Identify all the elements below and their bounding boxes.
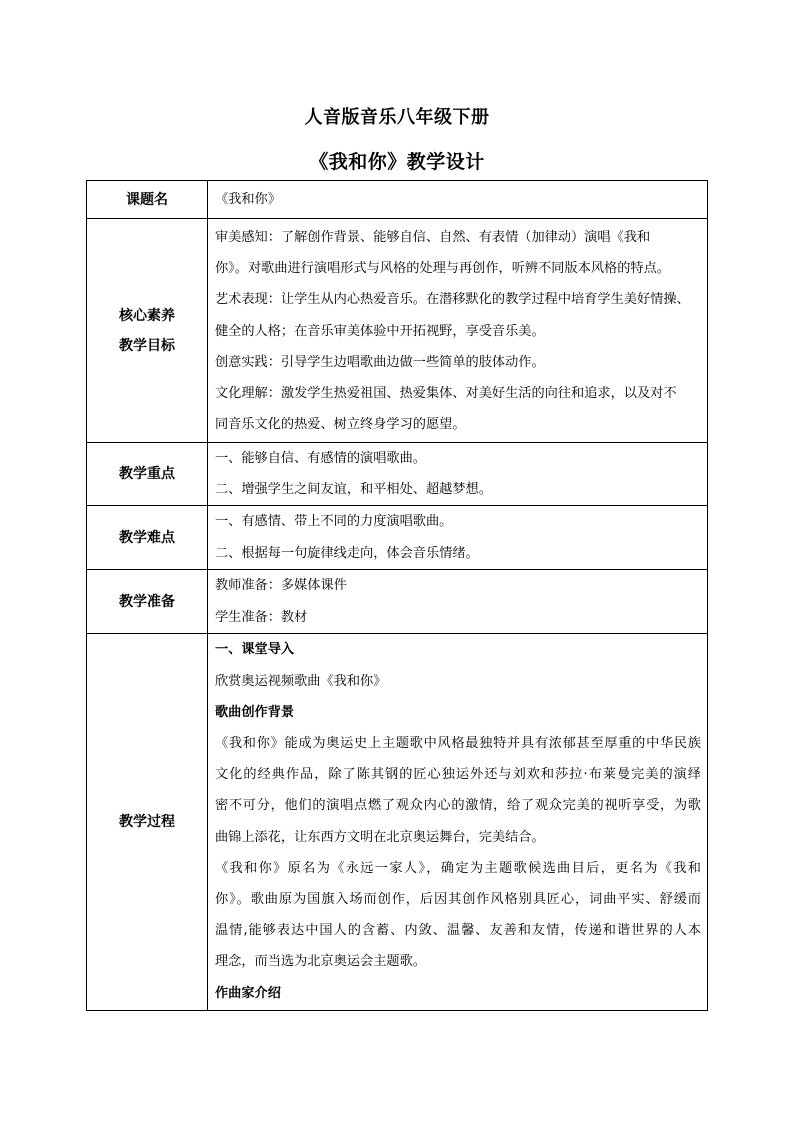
process-subheading: 歌曲创作背景 <box>215 704 295 720</box>
table-row-topic <box>87 181 708 219</box>
difficulties-label: 教学难点 <box>87 506 208 570</box>
preparation-content <box>208 570 708 634</box>
topic-content <box>208 181 708 219</box>
naming-para-line: 《我和你》原名为《永远一家人》，确定为主题歌候选曲目后，更名为《我和 <box>215 860 701 876</box>
difficulties-line: 一、有感情、带上不同的力度演唱歌曲。 <box>215 514 453 530</box>
student-preparation: 学生准备：教材 <box>215 609 308 625</box>
key-points-label: 教学重点 <box>87 443 208 506</box>
goals-label-line: 教学目标 <box>119 337 175 354</box>
goals-text-line: 创意实践：引导学生边唱歌曲边做一些简单的肢体动作。 <box>215 354 545 370</box>
process-heading: 一、课堂导入 <box>215 642 295 658</box>
key-points-line: 一、能够自信、有感情的演唱歌曲。 <box>215 451 426 466</box>
process-subheading: 作曲家介绍 <box>215 985 281 1001</box>
goals-text-line: 审美感知：了解创作背景、能够自信、自然、有表情（加律动）演唱《我和 <box>215 230 651 245</box>
topic-label: 课题名 <box>87 181 208 219</box>
topic-text: 《我和你》 <box>215 192 281 207</box>
goals-text-line: 健全的人格；在音乐审美体验中开拓视野，享受音乐美。 <box>215 323 545 339</box>
naming-para-line: 温情,能够表达中国人的含蓄、内敛、温馨、友善和友情，传递和谐世界的人本 <box>215 923 701 939</box>
difficulties-line: 二、根据每一句旋律线走向，体会音乐情绪。 <box>215 545 479 561</box>
process-content <box>208 634 708 1011</box>
difficulties-content <box>208 506 708 570</box>
goals-text-line: 你》。对歌曲进行演唱形式与风格的处理与再创作，听辨不同版本风格的特点。 <box>215 261 670 277</box>
table-row-process <box>87 634 708 1011</box>
document-subtitle: 《我和你》教学设计 <box>309 151 485 173</box>
background-para-line: 文化的经典作品，除了陈其钢的匠心独运外还与刘欢和莎拉·布莱曼完美的演绎 <box>215 767 701 783</box>
preparation-label: 教学准备 <box>87 570 208 634</box>
document-title: 人音版音乐八年级下册 <box>304 107 490 128</box>
goals-label <box>87 219 208 443</box>
background-para-line: 密不可分，他们的演唱点燃了观众内心的激情，给了观众完美的视听享受，为歌 <box>215 798 701 814</box>
teacher-preparation: 教师准备：多媒体课件 <box>215 578 347 594</box>
naming-para-line: 你》。歌曲原为国旗入场而创作，后因其创作风格别具匠心，词曲平实、舒缓而 <box>215 892 701 908</box>
goals-text-line: 文化理解：激发学生热爱祖国、热爱集体、对美好生活的向往和追求，以及对不 <box>215 386 677 402</box>
key-points-line: 二、增强学生之间友谊，和平相处、超越梦想。 <box>215 482 492 498</box>
process-label: 教学过程 <box>87 634 208 1011</box>
background-para-line: 曲锦上添花，让东西方文明在北京奥运舞台，完美结合。 <box>215 829 545 845</box>
goals-label-line: 核心素养 <box>119 307 175 324</box>
table-row-difficulties <box>87 506 708 570</box>
goals-content <box>208 219 708 443</box>
naming-para-line: 理念，而当选为北京奥运会主题歌。 <box>215 954 426 970</box>
key-points-content <box>208 443 708 506</box>
goals-text-line: 同音乐文化的热爱、树立终身学习的愿望。 <box>215 417 466 433</box>
background-para-line: 《我和你》能成为奥运史上主题歌中风格最独特并具有浓郁甚至厚重的中华民族 <box>215 736 701 752</box>
table-row-goals <box>87 219 708 443</box>
lesson-plan-table <box>86 180 708 1011</box>
table-row-preparation <box>87 570 708 634</box>
table-row-key-points <box>87 443 708 506</box>
goals-text-line: 艺术表现：让学生从内心热爱音乐。在潜移默化的教学过程中培育学生美好情操、 <box>215 292 690 308</box>
process-text: 欣赏奥运视频歌曲《我和你》 <box>215 673 387 689</box>
